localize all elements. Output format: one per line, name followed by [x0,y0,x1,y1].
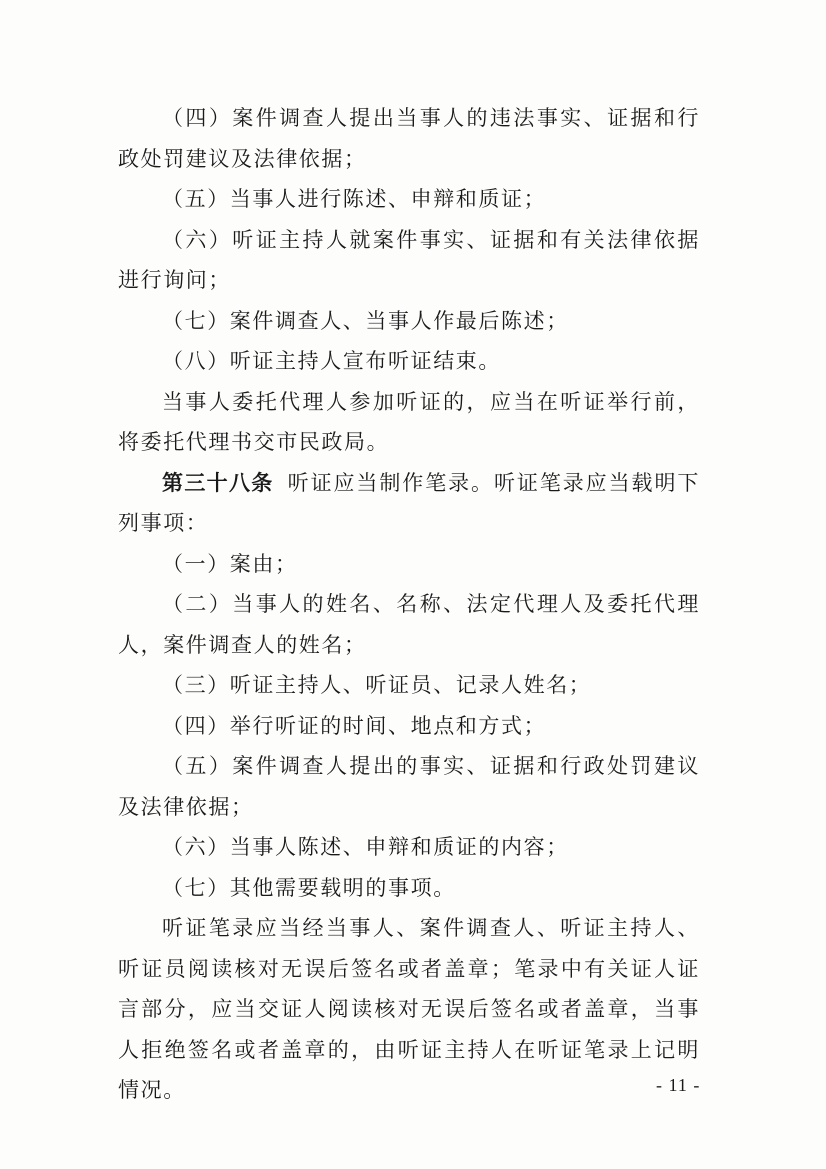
record-item-5 [118,746,700,827]
record-item-1 [118,544,700,585]
paragraph-proxy [118,382,700,463]
article-title: 第三十八条 [162,470,274,495]
paragraph-signature [118,908,700,1111]
record-item-6 [118,827,700,868]
paragraph-text: （六）听证主持人就案件事实、证据和有关法律依据进行询问； [118,227,700,292]
document-body [118,98,700,1111]
article-38 [118,463,700,544]
paragraph-text: 听证笔录应当经当事人、案件调查人、听证主持人、听证员阅读核对无误后签名或者盖章；笔录中有关证人证言部分，应当交证人阅读核对无误后签名或者盖章，当事人拒绝签名或者盖章的，由听证主持人在听证笔录上记明情况。 [118,916,700,1102]
paragraph-text: （七）其他需要载明的事项。 [162,875,456,900]
paragraph-text: （三）听证主持人、听证员、记录人姓名； [162,673,592,697]
paragraph-text: （六）当事人陈述、申辩和质证的内容； [162,835,569,859]
record-item-7 [118,868,700,909]
record-item-2 [118,584,700,665]
paragraph-item-6 [118,220,700,301]
paragraph-item-5 [118,179,700,220]
record-item-3 [118,665,700,706]
paragraph-item-8 [118,341,700,382]
paragraph-text: 听证应当制作笔录。听证笔录应当载明下列事项： [118,470,700,535]
paragraph-item-7 [118,301,700,342]
record-item-4 [118,706,700,747]
paragraph-text: （七）案件调查人、当事人作最后陈述； [162,308,569,333]
paragraph-text: （八）听证主持人宣布听证结束。 [162,349,501,373]
paragraph-text: （四）举行听证的时间、地点和方式； [162,713,547,738]
paragraph-item-4 [118,98,700,179]
paragraph-text: （一）案由； [162,551,298,576]
paragraph-text: （二）当事人的姓名、名称、法定代理人及委托代理人，案件调查人的姓名； [118,592,700,657]
paragraph-text: （五）案件调查人提出的事实、证据和行政处罚建议及法律依据； [118,754,700,819]
paragraph-text: 当事人委托代理人参加听证的，应当在听证举行前，将委托代理书交市民政局。 [118,389,700,454]
paragraph-text: （五）当事人进行陈述、申辩和质证； [162,187,547,211]
page-number: - 11 - [656,1075,701,1095]
paragraph-text: （四）案件调查人提出当事人的违法事实、证据和行政处罚建议及法律依据； [118,106,700,171]
